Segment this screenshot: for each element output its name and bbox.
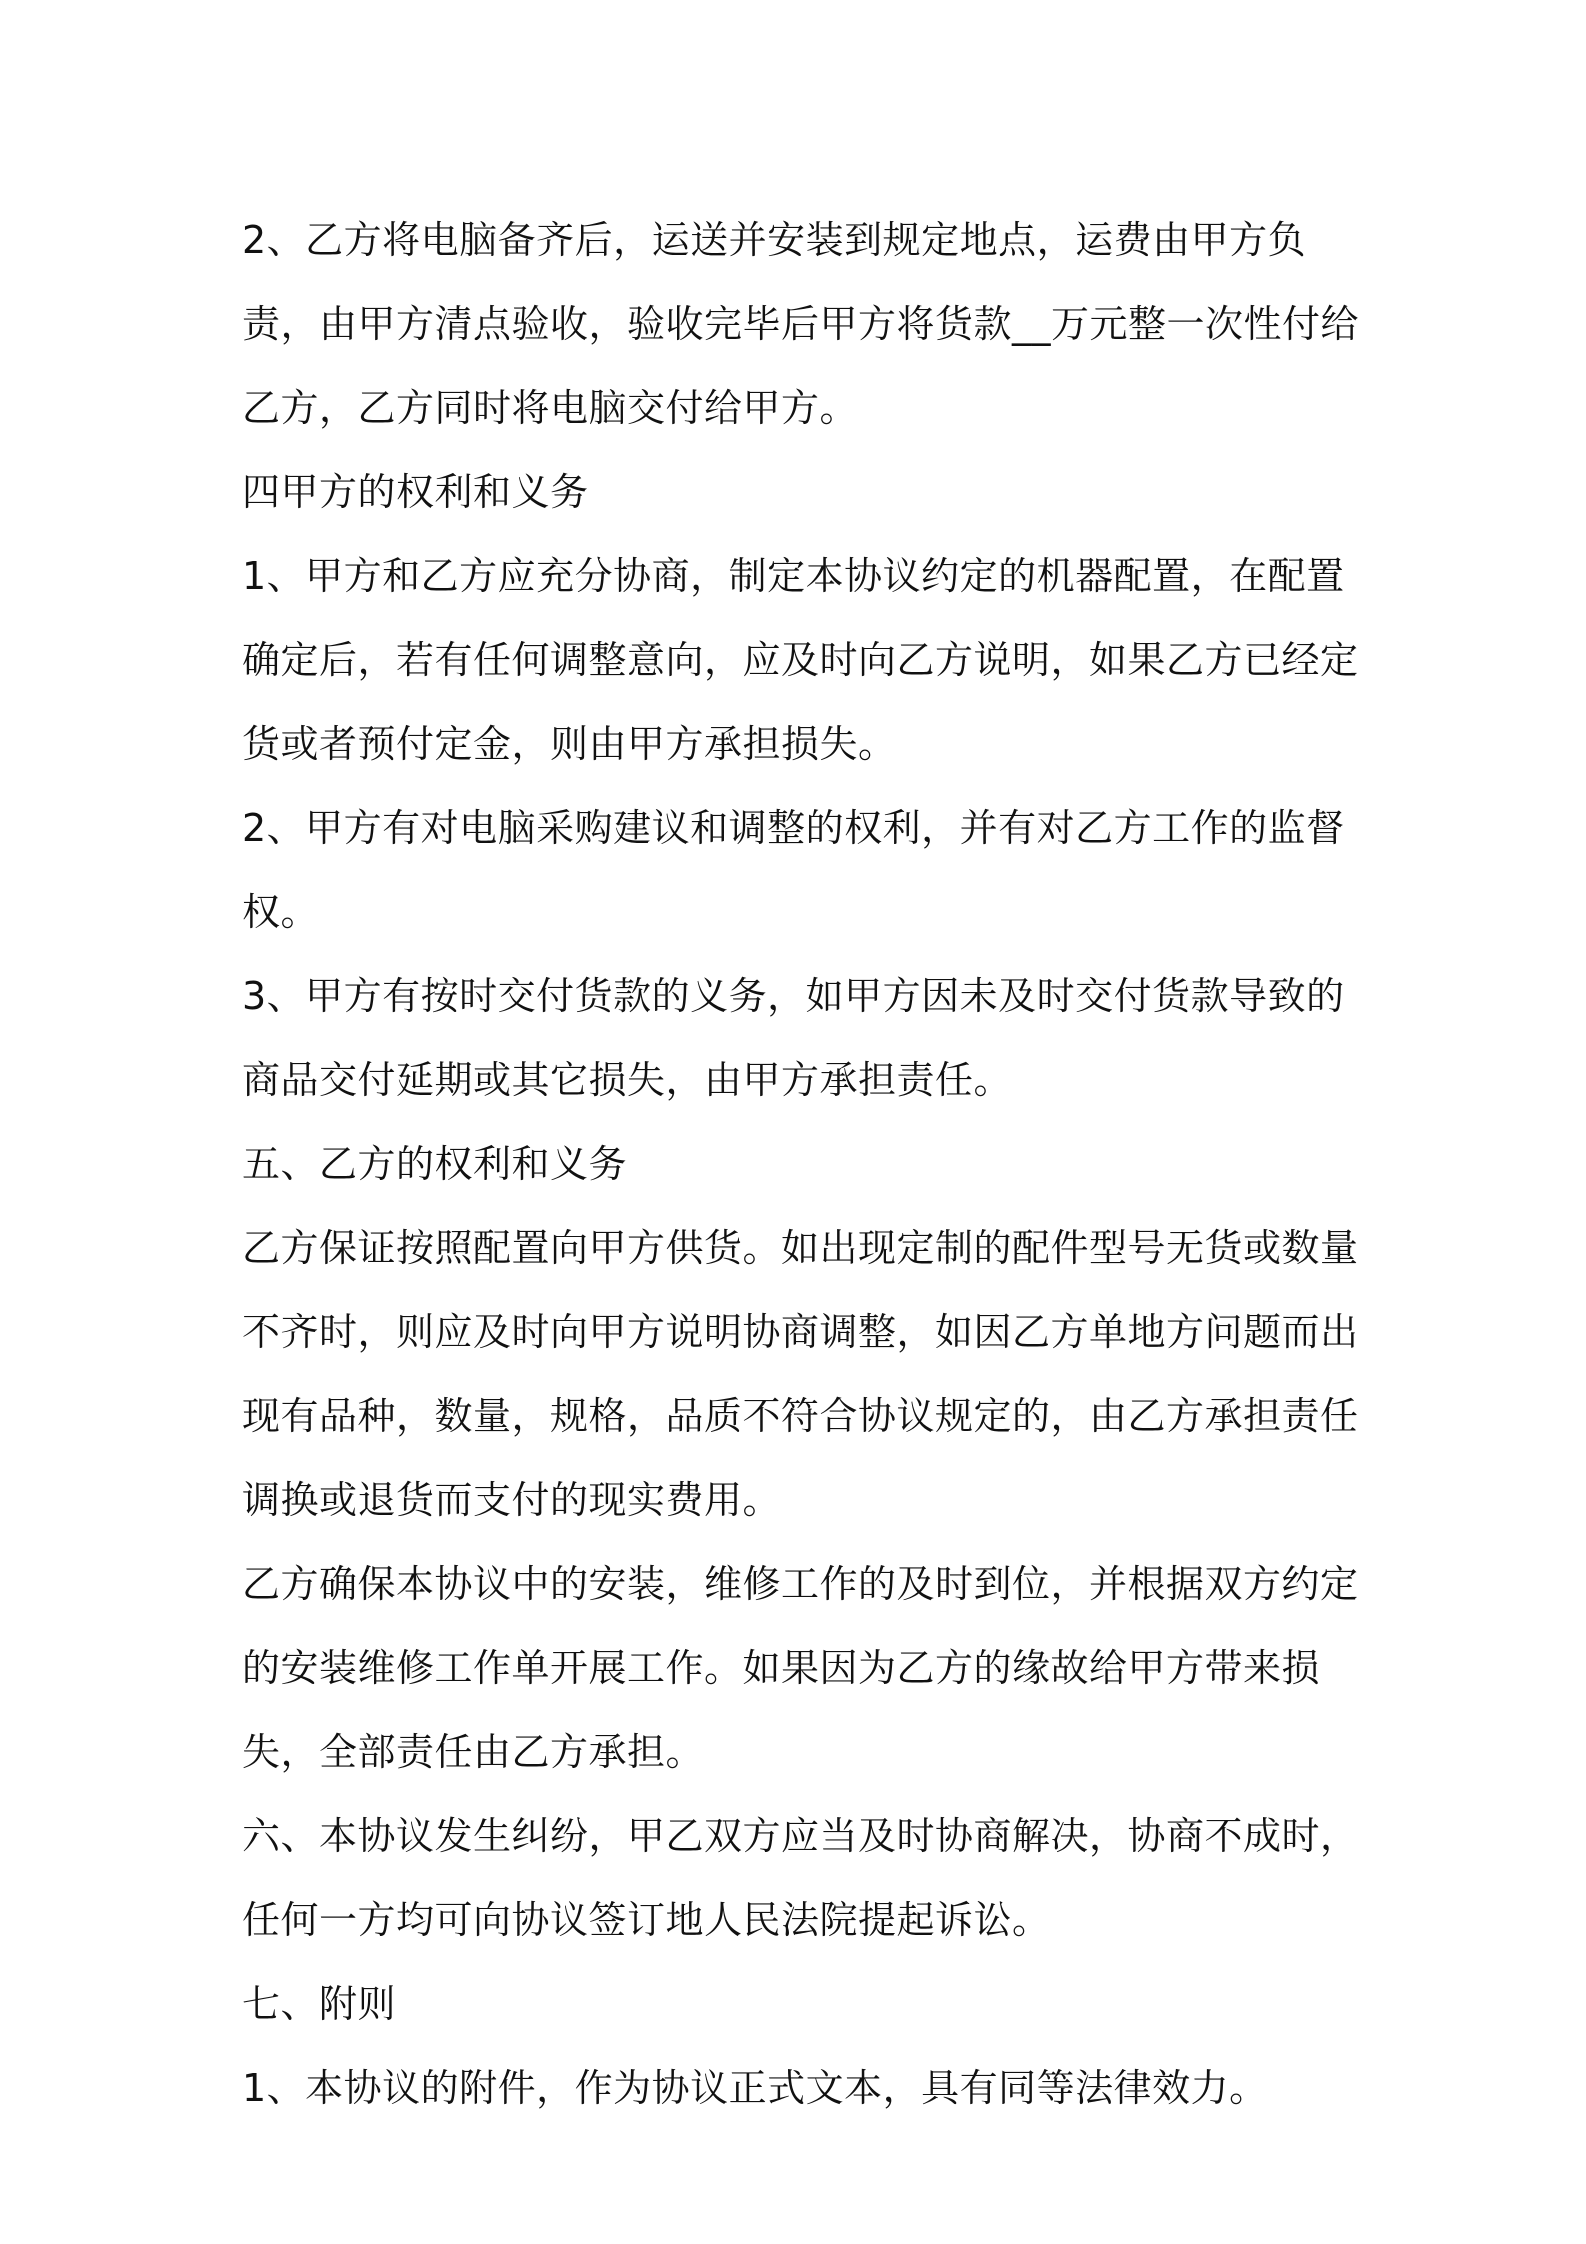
clause-4-3-payment-obligation: 3、甲方有按时交付货款的义务，如甲方因未及时交付货款导致的商品交付延期或其它损失，由甲方承担责任。 [242, 974, 1345, 1102]
clause-5-installation-maintenance: 乙方确保本协议中的安装，维修工作的及时到位，并根据双方约定的安装维修工作单开展工作。如果因为乙方的缘故给甲方带来损失，全部责任由乙方承担。 [242, 1562, 1359, 1774]
clause-5-supply-guarantee: 乙方保证按照配置向甲方供货。如出现定制的配件型号无货或数量不齐时，则应及时向甲方说明协商调整，如因乙方单地方问题而出现有品种，数量，规格，品质不符合协议规定的，由乙方承担责任调换或退货而支付的现实费用。 [242, 1226, 1359, 1522]
clause-4-2-supervision: 2、甲方有对电脑采购建议和调整的权利，并有对乙方工作的监督权。 [242, 806, 1345, 934]
section-heading-supplementary: 七、附则 [242, 1982, 397, 2026]
clause-6-dispute-resolution: 六、本协议发生纠纷，甲乙双方应当及时协商解决，协商不成时，任何一方均可向协议签订地人民法院提起诉讼。 [242, 1814, 1359, 1942]
clause-4-1-configuration: 1、甲方和乙方应充分协商，制定本协议约定的机器配置，在配置确定后，若有任何调整意向，应及时向乙方说明，如果乙方已经定货或者预付定金，则由甲方承担损失。 [242, 554, 1359, 766]
document-body [242, 198, 1382, 2130]
clause-7-1-attachments: 1、本协议的附件，作为协议正式文本，具有同等法律效力。 [242, 2066, 1268, 2110]
section-heading-party-b-rights: 五、乙方的权利和义务 [242, 1142, 628, 1186]
clause-3-2-delivery-payment: 2、乙方将电脑备齐后，运送并安装到规定地点，运费由甲方负责，由甲方清点验收，验收完毕后甲方将货款__万元整一次性付给乙方，乙方同时将电脑交付给甲方。 [242, 218, 1360, 430]
section-heading-party-a-rights: 四甲方的权利和义务 [242, 470, 589, 514]
